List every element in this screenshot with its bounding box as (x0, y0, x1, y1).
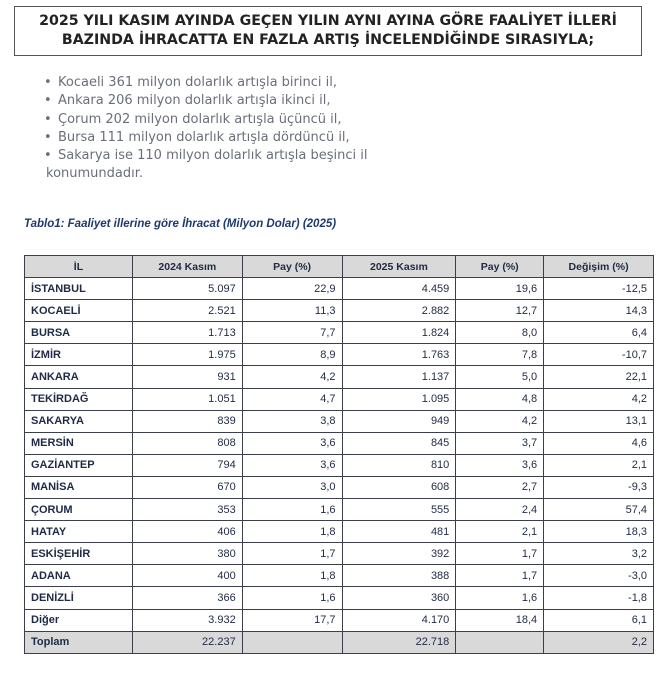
cell-share-2025: 18,4 (456, 609, 544, 631)
cell-2025-november: 2.882 (342, 300, 456, 322)
cell-province: MERSİN (25, 432, 133, 454)
cell-province: İZMİR (25, 344, 133, 366)
cell-2025-november: 4.459 (342, 278, 456, 300)
cell-2024-november: 794 (132, 454, 242, 476)
table-row (25, 499, 654, 521)
header-2024-november: 2024 Kasım (132, 256, 242, 278)
cell-share-2024: 3,0 (242, 476, 342, 498)
header-share-2024: Pay (%) (242, 256, 342, 278)
cell-province: TEKİRDAĞ (25, 388, 133, 410)
cell-2024-november: 808 (132, 432, 242, 454)
cell-2024-november: 1.975 (132, 344, 242, 366)
export-table (24, 255, 654, 654)
table-row (25, 300, 654, 322)
cell-share-2024: 7,7 (242, 322, 342, 344)
table-row (25, 278, 654, 300)
cell-share-2025: 3,6 (456, 454, 544, 476)
cell-change: 6,4 (544, 322, 654, 344)
bullet-list (44, 74, 424, 184)
cell-2024-november: 670 (132, 476, 242, 498)
cell-change: 3,2 (544, 543, 654, 565)
cell-province: SAKARYA (25, 410, 133, 432)
cell-share-2025: 2,1 (456, 521, 544, 543)
cell-share-2024: 4,7 (242, 388, 342, 410)
cell-share-2024: 1,8 (242, 521, 342, 543)
cell-share-2025: 19,6 (456, 278, 544, 300)
table-row (25, 366, 654, 388)
cell-province: DENİZLİ (25, 587, 133, 609)
cell-change: 13,1 (544, 410, 654, 432)
cell-share-2025: 12,7 (456, 300, 544, 322)
cell-share-2024: 1,8 (242, 565, 342, 587)
header-2025-november: 2025 Kasım (342, 256, 456, 278)
cell-share-2025: 8,0 (456, 322, 544, 344)
cell-2025-november: 392 (342, 543, 456, 565)
table-row (25, 543, 654, 565)
cell-share-2024: 3,6 (242, 432, 342, 454)
table-row (25, 344, 654, 366)
cell-2024-november: 1.713 (132, 322, 242, 344)
header-change: Değişim (%) (544, 256, 654, 278)
cell-change: -9,3 (544, 476, 654, 498)
cell-change: 18,3 (544, 521, 654, 543)
cell-change: -12,5 (544, 278, 654, 300)
table-row (25, 565, 654, 587)
page-title: 2025 YILI KASIM AYINDA GEÇEN YILIN AYNI AYINA GÖRE FAALİYET İLLERİ BAZINDA İHRACATTA EN FAZLA ARTIŞ İNCELENDİĞİNDE SIRASIYLA; (14, 6, 642, 56)
cell-2025-november: 360 (342, 587, 456, 609)
cell-province: MANİSA (25, 476, 133, 498)
cell-2025-november: 388 (342, 565, 456, 587)
cell-change: -10,7 (544, 344, 654, 366)
cell-share-2024: 3,6 (242, 454, 342, 476)
cell-share-2025: 3,7 (456, 432, 544, 454)
table-row (25, 388, 654, 410)
list-item (44, 111, 424, 129)
bullet-text: Bursa 111 milyon dolarlık artışla dördüncü il, (58, 129, 350, 145)
header-share-2025: Pay (%) (456, 256, 544, 278)
bullet-icon: • (44, 93, 52, 109)
cell-share-2025: 1,7 (456, 543, 544, 565)
bullet-text: Ankara 206 milyon dolarlık artışla ikinci il, (58, 93, 331, 109)
cell-2025-november: 608 (342, 476, 456, 498)
bullet-continuation: konumundadır. (46, 166, 144, 182)
total-cell-share-2024 (242, 631, 342, 653)
list-item (44, 92, 424, 110)
cell-change: 4,6 (544, 432, 654, 454)
cell-2025-november: 555 (342, 499, 456, 521)
table-total-row (25, 631, 654, 653)
cell-province: ADANA (25, 565, 133, 587)
cell-change: 14,3 (544, 300, 654, 322)
cell-share-2025: 2,4 (456, 499, 544, 521)
cell-change: 2,1 (544, 454, 654, 476)
cell-2025-november: 4.170 (342, 609, 456, 631)
cell-2025-november: 1.137 (342, 366, 456, 388)
cell-2024-november: 5.097 (132, 278, 242, 300)
cell-2025-november: 1.824 (342, 322, 456, 344)
total-cell-change: 2,2 (544, 631, 654, 653)
bullet-icon: • (44, 148, 52, 164)
cell-share-2025: 4,2 (456, 410, 544, 432)
cell-share-2025: 5,0 (456, 366, 544, 388)
table-row (25, 609, 654, 631)
cell-change: -1,8 (544, 587, 654, 609)
bullet-text: Sakarya ise 110 milyon dolarlık artışla beşinci il (58, 148, 368, 164)
cell-share-2025: 1,6 (456, 587, 544, 609)
total-cell-share-2025 (456, 631, 544, 653)
cell-province: GAZİANTEP (25, 454, 133, 476)
cell-share-2024: 1,6 (242, 587, 342, 609)
cell-2024-november: 2.521 (132, 300, 242, 322)
table-row (25, 476, 654, 498)
cell-province: ANKARA (25, 366, 133, 388)
cell-share-2025: 1,7 (456, 565, 544, 587)
cell-share-2025: 4,8 (456, 388, 544, 410)
cell-2024-november: 366 (132, 587, 242, 609)
header-province: İL (25, 256, 133, 278)
cell-2024-november: 3.932 (132, 609, 242, 631)
list-item (44, 74, 424, 92)
cell-share-2024: 11,3 (242, 300, 342, 322)
cell-2025-november: 845 (342, 432, 456, 454)
cell-share-2024: 3,8 (242, 410, 342, 432)
cell-2024-november: 353 (132, 499, 242, 521)
cell-2024-november: 380 (132, 543, 242, 565)
cell-2025-november: 810 (342, 454, 456, 476)
cell-province: ÇORUM (25, 499, 133, 521)
cell-share-2024: 22,9 (242, 278, 342, 300)
cell-share-2024: 4,2 (242, 366, 342, 388)
total-cell-2025-november: 22.718 (342, 631, 456, 653)
cell-change: 6,1 (544, 609, 654, 631)
cell-change: -3,0 (544, 565, 654, 587)
cell-2024-november: 931 (132, 366, 242, 388)
cell-province: İSTANBUL (25, 278, 133, 300)
total-cell-province: Toplam (25, 631, 133, 653)
cell-2025-november: 949 (342, 410, 456, 432)
cell-province: ESKİŞEHİR (25, 543, 133, 565)
bullet-icon: • (44, 129, 52, 145)
cell-share-2024: 17,7 (242, 609, 342, 631)
cell-2024-november: 400 (132, 565, 242, 587)
cell-2024-november: 406 (132, 521, 242, 543)
cell-province: HATAY (25, 521, 133, 543)
cell-province: KOCAELİ (25, 300, 133, 322)
table-row (25, 322, 654, 344)
cell-change: 4,2 (544, 388, 654, 410)
cell-share-2024: 1,7 (242, 543, 342, 565)
cell-share-2025: 7,8 (456, 344, 544, 366)
table-row (25, 521, 654, 543)
cell-2025-november: 1.763 (342, 344, 456, 366)
bullet-icon: • (44, 75, 52, 90)
bullet-icon: • (44, 111, 52, 127)
cell-change: 22,1 (544, 366, 654, 388)
table-row (25, 432, 654, 454)
cell-province: Diğer (25, 609, 133, 631)
table-header-row (25, 256, 654, 278)
cell-share-2024: 1,6 (242, 499, 342, 521)
table-caption: Tablo1: Faaliyet illerine göre İhracat (Milyon Dolar) (2025) (24, 218, 337, 230)
bullet-text: Kocaeli 361 milyon dolarlık artışla birinci il, (58, 75, 337, 90)
list-item (44, 147, 424, 165)
cell-2024-november: 1.051 (132, 388, 242, 410)
table-row (25, 454, 654, 476)
cell-2025-november: 481 (342, 521, 456, 543)
cell-2024-november: 839 (132, 410, 242, 432)
bullet-text: Çorum 202 milyon dolarlık artışla üçüncü il, (58, 111, 342, 127)
cell-change: 57,4 (544, 499, 654, 521)
cell-province: BURSA (25, 322, 133, 344)
cell-share-2025: 2,7 (456, 476, 544, 498)
list-item (44, 129, 424, 147)
cell-share-2024: 8,9 (242, 344, 342, 366)
total-cell-2024-november: 22.237 (132, 631, 242, 653)
table-row (25, 410, 654, 432)
cell-2025-november: 1.095 (342, 388, 456, 410)
table-row (25, 587, 654, 609)
